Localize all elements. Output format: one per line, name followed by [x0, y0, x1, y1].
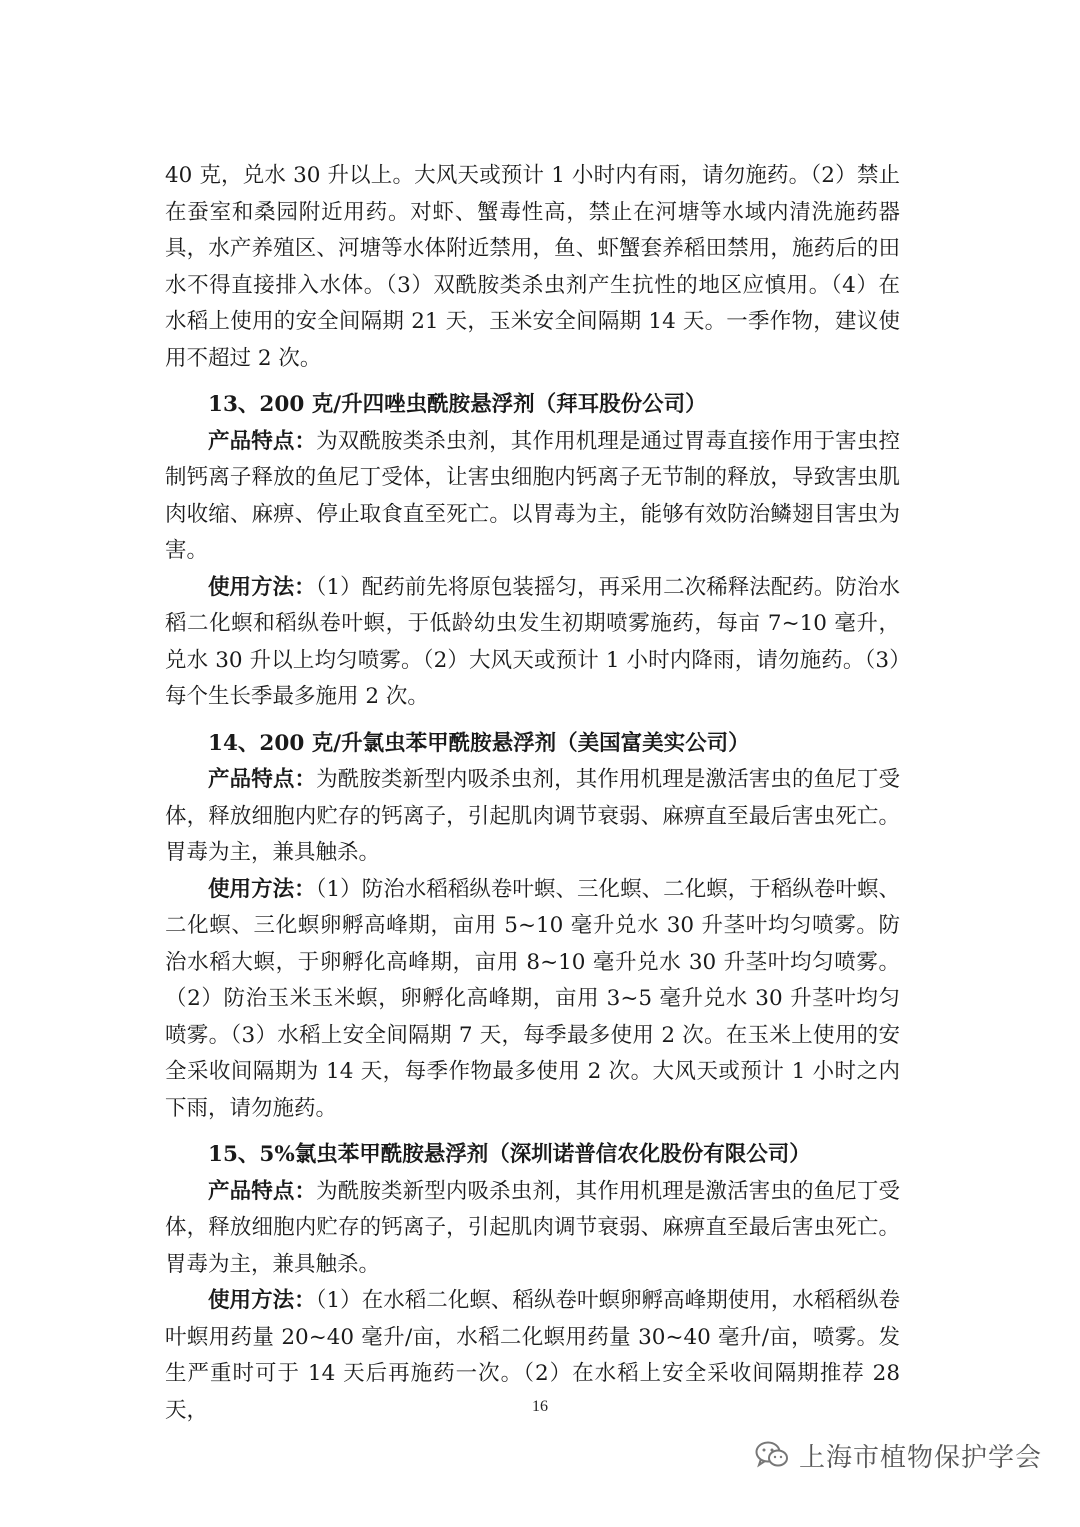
- usage-text: （1）防治水稻稻纵卷叶螟、三化螟、二化螟，于稻纵卷叶螟、二化螟、三化螟卵孵高峰期，亩用 5~10 毫升兑水 30 升茎叶均匀喷雾。防治水稻大螟，于卵孵化高峰期，亩用 8~10 毫升兑水 30 升茎叶均匀喷雾。（2）防治玉米玉米螟，卵孵化高峰期，亩用 3~5 毫升兑水 30 升茎叶均匀喷雾。（3）水稻上安全间隔期 7 天，每季最多使用 2 次。在玉米上使用的安全采收间隔期为 14 天，每季作物最多使用 2 次。大风天或预计 1 小时之内下雨，请勿施药。: [165, 876, 900, 1121]
- features-paragraph: [165, 1174, 900, 1284]
- watermark-text: 上海市植物保护学会: [798, 1442, 1042, 1473]
- section-13: [165, 387, 900, 716]
- features-label: 产品特点：: [208, 428, 317, 454]
- features-text: 为酰胺类新型内吸杀虫剂，其作用机理是激活害虫的鱼尼丁受体，释放细胞内贮存的钙离子，引起肌肉调节衰弱、麻痹直至最后害虫死亡。胃毒为主，兼具触杀。: [165, 1178, 900, 1277]
- section-heading: 13、200 克/升四唑虫酰胺悬浮剂（拜耳股份公司）: [208, 392, 707, 417]
- features-label: 产品特点：: [208, 1178, 317, 1204]
- features-label: 产品特点：: [208, 767, 317, 792]
- features-paragraph: [165, 762, 900, 872]
- section-heading: 15、5%氯虫苯甲酰胺悬浮剂（深圳诺普信农化股份有限公司）: [208, 1142, 811, 1167]
- usage-text: （1）配药前先将原包装摇匀，再采用二次稀释法配药。防治水稻二化螟和稻纵卷叶螟，于低龄幼虫发生初期喷雾施药，每亩 7~10 毫升，兑水 30 升以上均匀喷雾。（2）大风天或预计 1 小时内降雨，请勿施药。（3）每个生长季最多施用 2 次。: [165, 574, 900, 709]
- features-text: 为双酰胺类杀虫剂，其作用机理是通过胃毒直接作用于害虫控制钙离子释放的鱼尼丁受体，让害虫细胞内钙离子无节制的释放，导致害虫肌肉收缩、麻痹、停止取食直至死亡。以胃毒为主，能够有效防治鳞翅目害虫为害。: [165, 428, 900, 563]
- usage-text: （1）在水稻二化螟、稻纵卷叶螟卵孵高峰期使用，水稻稻纵卷叶螟用药量 20~40 毫升/亩，水稻二化螟用药量 30~40 毫升/亩，喷雾。发生严重时可于 14 天后再施药一次。（2）在水稻上安全采收间隔期推荐 28 天，: [165, 1288, 900, 1423]
- usage-label: 使用方法：: [208, 1288, 316, 1313]
- features-paragraph: [165, 424, 900, 570]
- usage-paragraph: [165, 570, 900, 716]
- watermark: [755, 1435, 1042, 1475]
- wechat-icon: [755, 1440, 789, 1470]
- page-body: [165, 158, 900, 1429]
- usage-paragraph: [165, 872, 900, 1128]
- section-14: [165, 726, 900, 1128]
- intro-paragraph: 40 克，兑水 30 升以上。大风天或预计 1 小时内有雨，请勿施药。（2）禁止在蚕室和桑园附近用药。对虾、蟹毒性高，禁止在河塘等水域内清洗施药器具，水产养殖区、河塘等水体附近禁用，鱼、虾蟹套养稻田禁用，施药后的田水不得直接排入水体。（3）双酰胺类杀虫剂产生抗性的地区应慎用。（4）在水稻上使用的安全间隔期 21 天，玉米安全间隔期 14 天。一季作物，建议使用不超过 2 次。: [165, 163, 900, 371]
- usage-label: 使用方法：: [208, 876, 316, 902]
- section-heading: 14、200 克/升氯虫苯甲酰胺悬浮剂（美国富美实公司）: [208, 730, 750, 756]
- page-number: 16: [532, 1398, 548, 1415]
- section-15: [165, 1137, 900, 1429]
- features-text: 为酰胺类新型内吸杀虫剂，其作用机理是激活害虫的鱼尼丁受体，释放细胞内贮存的钙离子，引起肌肉调节衰弱、麻痹直至最后害虫死亡。胃毒为主，兼具触杀。: [165, 767, 900, 865]
- usage-label: 使用方法：: [208, 574, 316, 600]
